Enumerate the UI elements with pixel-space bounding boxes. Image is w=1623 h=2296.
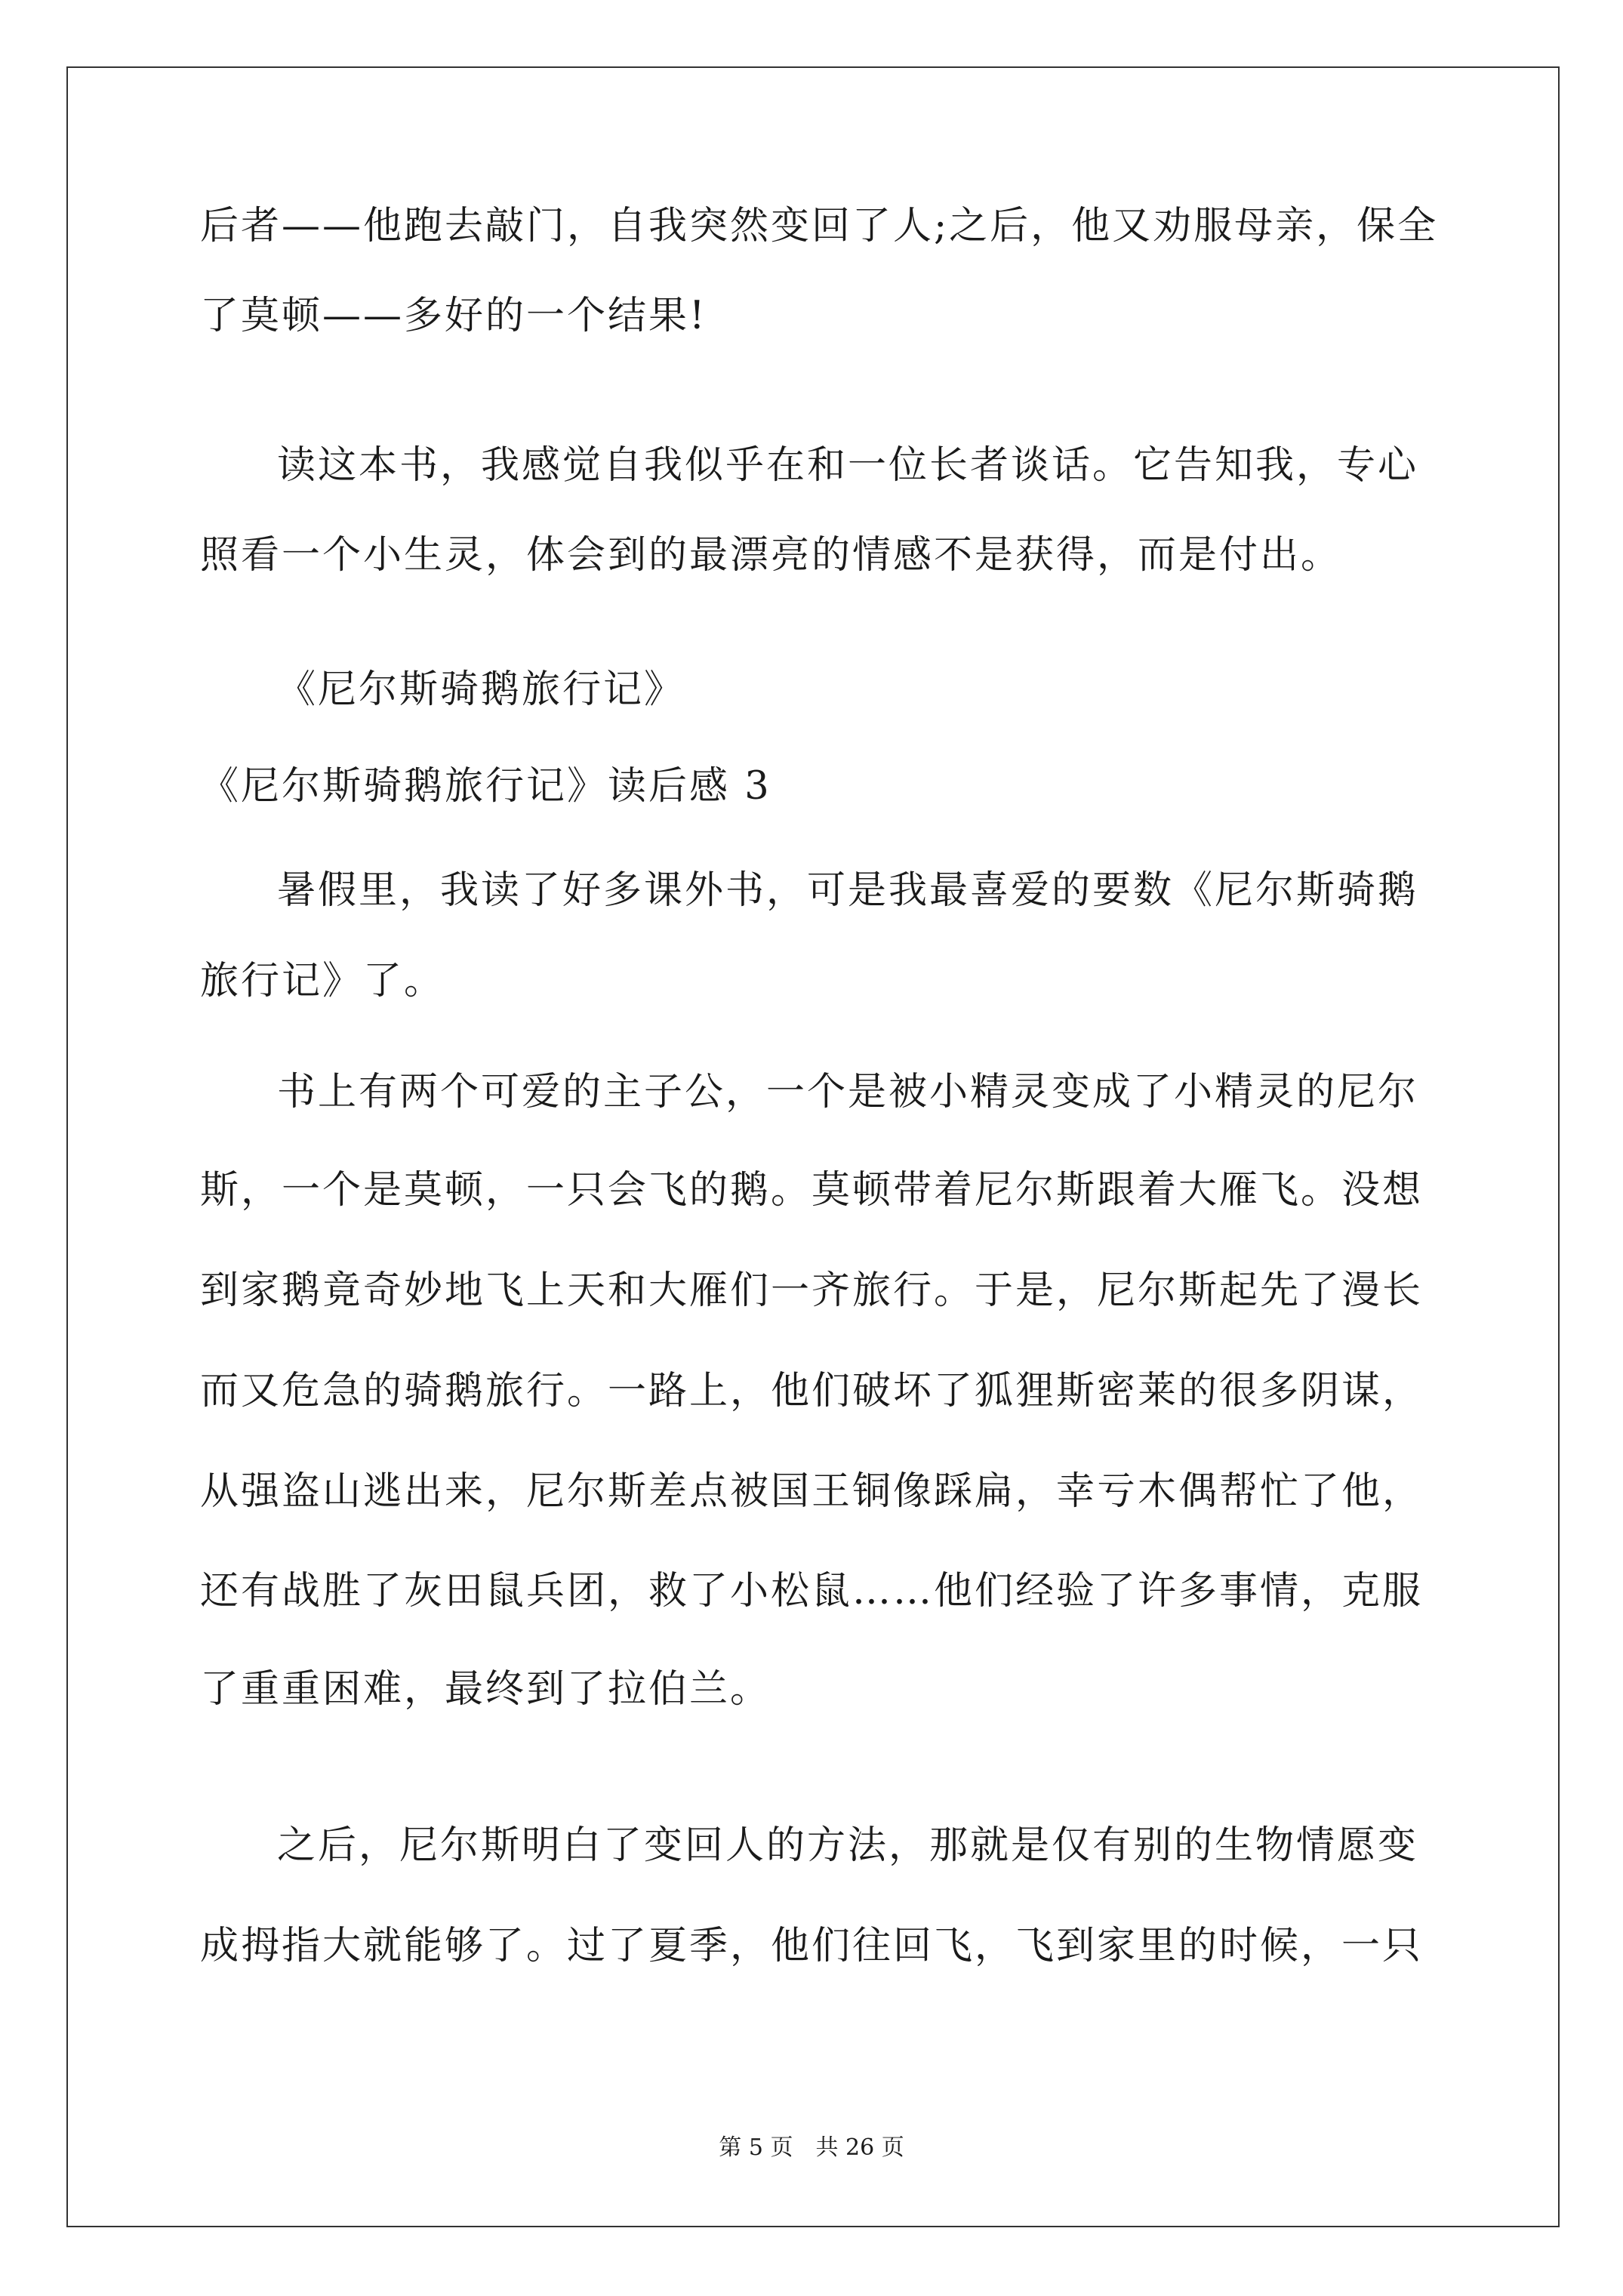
text-line: 旅行记》了。 xyxy=(200,959,445,1003)
page-border xyxy=(66,66,1560,2227)
section-heading: 《尼尔斯骑鹅旅行记》读后感 3 xyxy=(200,764,771,809)
text-line: 到家鹅竟奇妙地飞上天和大雁们一齐旅行。于是，尼尔斯起先了漫长 xyxy=(200,1268,1424,1313)
text-line: 而又危急的骑鹅旅行。一路上，他们破坏了狐狸斯密莱的很多阴谋， xyxy=(200,1369,1424,1413)
text-line: 后者——他跑去敲门，自我突然变回了人;之后，他又劝服母亲，保全 xyxy=(200,204,1439,248)
paragraph-line: 读这本书，我感觉自我似乎在和一位长者谈话。它告知我，专心 xyxy=(277,443,1419,488)
paragraph-line: 暑假里，我读了好多课外书，可是我最喜爱的要数《尼尔斯骑鹅 xyxy=(277,868,1419,913)
text-line: 成拇指大就能够了。过了夏季，他们往回飞，飞到家里的时候，一只 xyxy=(200,1924,1424,1968)
book-title-line: 《尼尔斯骑鹅旅行记》 xyxy=(277,667,685,712)
paragraph-line: 书上有两个可爱的主子公，一个是被小精灵变成了小精灵的尼尔 xyxy=(277,1070,1419,1114)
text-line: 斯，一个是莫顿，一只会飞的鹅。莫顿带着尼尔斯跟着大雁飞。没想 xyxy=(200,1168,1424,1213)
text-line: 了莫顿——多好的一个结果! xyxy=(200,294,707,338)
text-line: 了重重困难，最终到了拉伯兰。 xyxy=(200,1667,771,1712)
paragraph-line: 之后，尼尔斯明白了变回人的方法，那就是仅有别的生物情愿变 xyxy=(277,1823,1419,1868)
text-line: 从强盗山逃出来，尼尔斯差点被国王铜像踩扁，幸亏木偶帮忙了他， xyxy=(200,1469,1424,1514)
text-line: 还有战胜了灰田鼠兵团，救了小松鼠……他们经验了许多事情，克服 xyxy=(200,1569,1424,1613)
page-number: 第 5 页 共 26 页 xyxy=(719,2134,904,2161)
text-line: 照看一个小生灵，体会到的最漂亮的情感不是获得，而是付出。 xyxy=(200,533,1342,578)
